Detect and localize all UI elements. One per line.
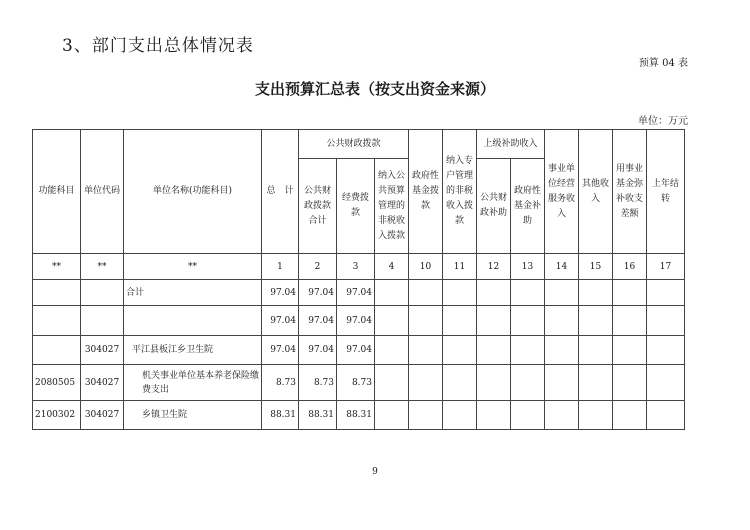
empty-cell <box>647 365 685 401</box>
empty-cell <box>545 280 579 306</box>
empty-cell <box>545 306 579 336</box>
table-row <box>33 306 685 336</box>
operating-funds-cell: 97.04 <box>337 336 375 365</box>
empty-cell <box>375 336 409 365</box>
empty-cell <box>613 280 647 306</box>
empty-cell <box>375 280 409 306</box>
header-business-income: 事业单位经营服务收入 <box>545 130 579 254</box>
empty-cell <box>443 280 477 306</box>
unit-name-cell: 机关事业单位基本养老保险缴费支出 <box>124 365 262 401</box>
unit-name-cell: 平江县板江乡卫生院 <box>124 336 262 365</box>
unit-code-cell <box>81 280 124 306</box>
unit-code-cell <box>81 306 124 336</box>
total-cell: 97.04 <box>262 306 299 336</box>
empty-cell <box>579 401 613 430</box>
empty-cell <box>613 365 647 401</box>
index-cell: 13 <box>511 254 545 280</box>
empty-cell <box>443 365 477 401</box>
unit-name-cell: 乡镇卫生院 <box>124 401 262 430</box>
document-title: 支出预算汇总表（按支出资金来源） <box>254 80 495 98</box>
total-cell: 88.31 <box>262 401 299 430</box>
empty-cell <box>375 365 409 401</box>
empty-cell <box>443 336 477 365</box>
empty-cell <box>647 336 685 365</box>
header-public-fiscal: 公共财政拨款 <box>299 130 409 159</box>
empty-cell <box>375 306 409 336</box>
header-unit-code: 单位代码 <box>81 130 124 254</box>
table-row <box>33 280 685 306</box>
empty-cell <box>613 401 647 430</box>
header-non-tax-budget: 纳入公共预算管理的非税收入拨款 <box>375 159 409 254</box>
empty-cell <box>477 280 511 306</box>
form-number: 预算 04 表 <box>638 58 688 69</box>
budget-table <box>32 129 685 430</box>
header-fund-balance: 用事业基金弥补收支差额 <box>613 130 647 254</box>
empty-cell <box>511 280 545 306</box>
empty-cell <box>579 306 613 336</box>
empty-cell <box>545 336 579 365</box>
empty-cell <box>545 365 579 401</box>
unit-code-cell: 304027 <box>81 336 124 365</box>
index-cell: 17 <box>647 254 685 280</box>
operating-funds-cell: 97.04 <box>337 306 375 336</box>
empty-cell <box>613 306 647 336</box>
public-fiscal-total-cell: 97.04 <box>299 280 337 306</box>
header-gov-fund-subsidy: 政府性基金补助 <box>511 159 545 254</box>
empty-cell <box>613 336 647 365</box>
empty-cell <box>409 336 443 365</box>
empty-cell <box>409 365 443 401</box>
index-cell: ** <box>33 254 81 280</box>
header-total: 总 计 <box>262 130 299 254</box>
empty-cell <box>511 401 545 430</box>
empty-cell <box>477 401 511 430</box>
empty-cell <box>579 280 613 306</box>
empty-cell <box>477 306 511 336</box>
unit-code-cell: 304027 <box>81 365 124 401</box>
index-cell: 10 <box>409 254 443 280</box>
empty-cell <box>579 336 613 365</box>
total-cell: 97.04 <box>262 280 299 306</box>
index-cell: ** <box>81 254 124 280</box>
header-public-fiscal-total: 公共财政拨款合计 <box>299 159 337 254</box>
header-func-subject: 功能科目 <box>33 130 81 254</box>
header-unit-name: 单位名称(功能科目) <box>124 130 262 254</box>
public-fiscal-total-cell: 97.04 <box>299 306 337 336</box>
header-gov-fund: 政府性基金拨款 <box>409 130 443 254</box>
header-other-income: 其他收入 <box>579 130 613 254</box>
empty-cell <box>579 365 613 401</box>
total-cell: 8.73 <box>262 365 299 401</box>
total-cell: 97.04 <box>262 336 299 365</box>
index-cell: 16 <box>613 254 647 280</box>
page-number: 9 <box>372 467 378 477</box>
empty-cell <box>409 280 443 306</box>
func-subject-cell <box>33 336 81 365</box>
empty-cell <box>647 306 685 336</box>
public-fiscal-total-cell: 8.73 <box>299 365 337 401</box>
operating-funds-cell: 8.73 <box>337 365 375 401</box>
index-cell: 1 <box>262 254 299 280</box>
empty-cell <box>409 306 443 336</box>
func-subject-cell <box>33 306 81 336</box>
empty-cell <box>409 401 443 430</box>
header-special-non-tax: 纳入专户管理的非税收入拨款 <box>443 130 477 254</box>
index-cell: 3 <box>337 254 375 280</box>
section-title: 3、部门支出总体情况表 <box>62 36 254 56</box>
empty-cell <box>375 401 409 430</box>
empty-cell <box>477 336 511 365</box>
unit-name-cell <box>124 306 262 336</box>
operating-funds-cell: 97.04 <box>337 280 375 306</box>
index-cell: 14 <box>545 254 579 280</box>
func-subject-cell: 2080505 <box>33 365 81 401</box>
header-superior-subsidy: 上级补助收入 <box>477 130 545 159</box>
index-row <box>33 254 685 280</box>
empty-cell <box>545 401 579 430</box>
unit-code-cell: 304027 <box>81 401 124 430</box>
empty-cell <box>511 365 545 401</box>
empty-cell <box>443 401 477 430</box>
empty-cell <box>477 365 511 401</box>
empty-cell <box>443 306 477 336</box>
index-cell: 4 <box>375 254 409 280</box>
header-carryover: 上年结转 <box>647 130 685 254</box>
empty-cell <box>647 401 685 430</box>
empty-cell <box>511 336 545 365</box>
public-fiscal-total-cell: 97.04 <box>299 336 337 365</box>
empty-cell <box>511 306 545 336</box>
header-operating-funds: 经费拨款 <box>337 159 375 254</box>
index-cell: 15 <box>579 254 613 280</box>
operating-funds-cell: 88.31 <box>337 401 375 430</box>
table-row <box>33 336 685 365</box>
unit-name-cell: 合计 <box>124 280 262 306</box>
index-cell: ** <box>124 254 262 280</box>
empty-cell <box>647 280 685 306</box>
index-cell: 11 <box>443 254 477 280</box>
table-row <box>33 365 685 401</box>
func-subject-cell: 2100302 <box>33 401 81 430</box>
index-cell: 2 <box>299 254 337 280</box>
header-public-fiscal-subsidy: 公共财政补助 <box>477 159 511 254</box>
unit-label: 单位：万元 <box>638 116 688 127</box>
index-cell: 12 <box>477 254 511 280</box>
func-subject-cell <box>33 280 81 306</box>
table-row <box>33 401 685 430</box>
public-fiscal-total-cell: 88.31 <box>299 401 337 430</box>
